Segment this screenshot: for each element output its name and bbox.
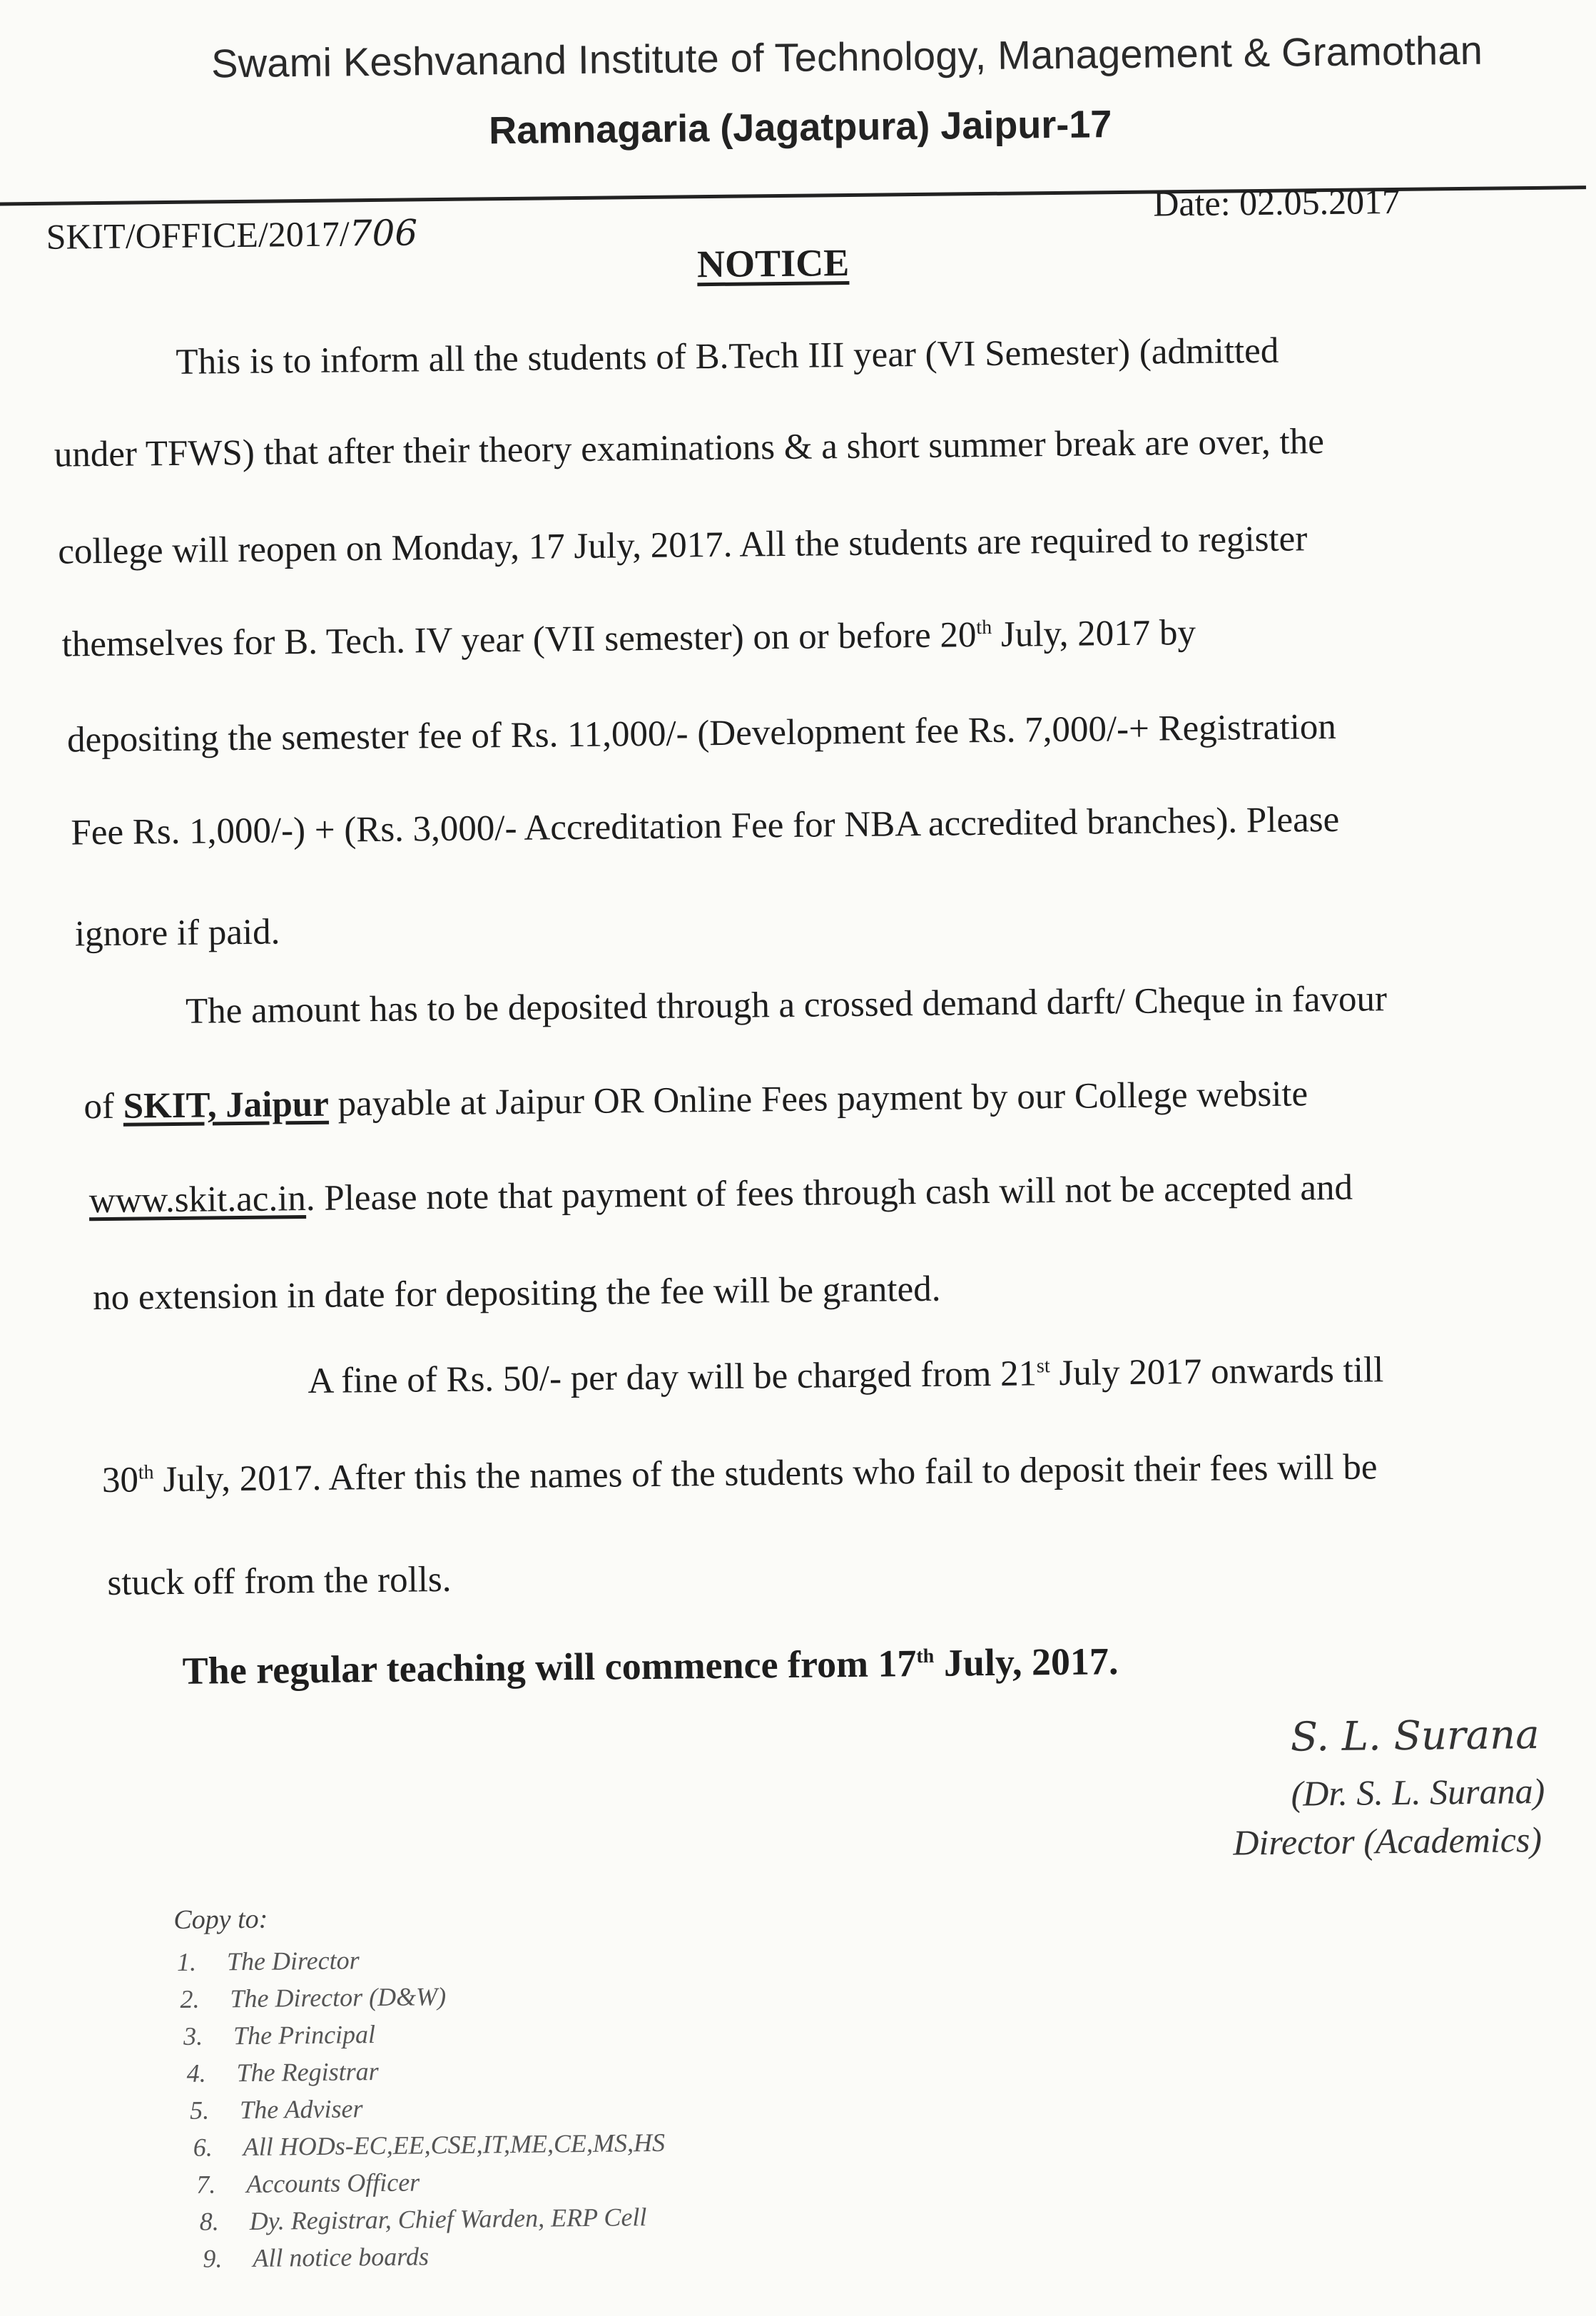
copy-to-item-number: 8. — [199, 2207, 220, 2236]
para1-line2-text: under TFWS) that after their theory examinations & a short summer break are over, the — [54, 422, 1325, 475]
reference-number — [46, 212, 417, 257]
copy-to-item — [183, 2019, 375, 2051]
copy-to-item — [200, 2202, 647, 2237]
copy-to-item-number: 1. — [176, 1947, 197, 1976]
para2-line1: The amount has to be deposited through a crossed demand darft/ Cheque in favour — [185, 979, 1388, 1032]
copy-to-item-number: 9. — [203, 2244, 223, 2273]
copy-to-item — [180, 1981, 446, 2014]
superscript: th — [976, 616, 992, 639]
college-website-link[interactable]: www.skit.ac.in — [88, 1179, 307, 1222]
copy-to-item-text: The Adviser — [239, 2094, 363, 2125]
institute-address: Ramnagaria (Jagatpura) Jaipur-17 — [488, 103, 1112, 153]
para2-line3 — [89, 1167, 1353, 1222]
copy-to-item-number: 6. — [193, 2133, 213, 2162]
para3-line2-start: 30 — [101, 1460, 139, 1501]
para1-line4-text: themselves for B. Tech. IV year (VII semester) on or before 20 — [61, 615, 977, 665]
skit-jaipur-payee: SKIT, Jaipur — [123, 1084, 330, 1127]
copy-to-item-text: The Director — [226, 1946, 360, 1976]
para3-line1-tail: July 2017 onwards till — [1049, 1350, 1384, 1394]
copy-to-item-text: All notice boards — [253, 2242, 430, 2272]
para2-line4: no extension in date for depositing the fee will be granted. — [92, 1269, 941, 1319]
copy-to-item-text: The Registrar — [236, 2057, 379, 2088]
para1-line4-tail: July, 2017 by — [991, 612, 1196, 655]
copy-to-item-text: The Director (D&W) — [230, 1982, 447, 2013]
closing-tail: July, 2017. — [934, 1640, 1119, 1685]
para1-line4 — [61, 609, 1524, 665]
copy-to-item — [193, 2128, 665, 2163]
para3-line1 — [307, 1349, 1383, 1402]
copy-to-item-text: Dy. Registrar, Chief Warden, ERP Cell — [249, 2203, 647, 2235]
copy-to-item — [196, 2167, 420, 2199]
copy-to-item-number: 5. — [189, 2096, 210, 2125]
copy-to-item-number: 7. — [196, 2170, 216, 2199]
para3-line1-text: A fine of Rs. 50/- per day will be charged from 21 — [307, 1353, 1037, 1402]
para1-line3 — [58, 516, 1520, 572]
notice-title: NOTICE — [696, 240, 850, 286]
copy-to-heading: Copy to: — [173, 1904, 268, 1936]
para1-line1-text: This is to inform all the students of B.Tech III year (VI Semester) (admitted — [176, 330, 1279, 382]
copy-to-item — [177, 1945, 360, 1977]
para3-line3: stuck off from the rolls. — [107, 1559, 452, 1603]
para2-line2 — [83, 1073, 1308, 1127]
para2-line2-end: payable at Jaipur OR Online Fees payment by our College website — [328, 1074, 1308, 1124]
para3-line2-text: July, 2017. After this the names of the students who fail to deposit their fees will be — [153, 1447, 1378, 1500]
para3-line2 — [102, 1446, 1378, 1501]
para1-line6: Fee Rs. 1,000/-) + (Rs. 3,000/- Accreditation Fee for NBA accredited branches). Please — [71, 799, 1340, 853]
copy-to-item — [203, 2241, 429, 2273]
copy-to-item-text: Accounts Officer — [246, 2168, 420, 2198]
para1-line2 — [54, 419, 1517, 475]
copy-to-item — [190, 2093, 363, 2125]
para2-line2-start: of — [83, 1086, 123, 1127]
institute-name: Swami Keshvanand Institute of Technology, Management & Gramothan — [210, 27, 1483, 86]
closing-text: The regular teaching will commence from 17 — [182, 1642, 917, 1692]
para1-line7: ignore if paid. — [74, 912, 280, 955]
superscript: th — [138, 1461, 154, 1484]
signatory-designation: Director (Academics) — [1233, 1819, 1542, 1863]
copy-to-item — [186, 2056, 378, 2088]
notice-date: Date: 02.05.2017 — [1152, 181, 1401, 224]
copy-to-item-text: The Principal — [233, 2020, 376, 2051]
handwritten-signature: S. L. Surana — [1290, 1711, 1540, 1761]
para1-line3-text: college will reopen on Monday, 17 July, 2017. All the students are required to register — [57, 519, 1308, 572]
copy-to-item-number: 2. — [180, 1984, 200, 2013]
reference-handwritten: 706 — [349, 212, 418, 255]
para1-line5: depositing the semester fee of Rs. 11,000/- (Development fee Rs. 7,000/-+ Registration — [66, 706, 1337, 761]
superscript: th — [916, 1645, 935, 1668]
para2-line3-end: . Please note that payment of fees through cash will not be accepted and — [305, 1167, 1353, 1219]
reference-printed: SKIT/OFFICE/2017/ — [46, 213, 350, 257]
signatory-name: (Dr. S. L. Surana) — [1291, 1770, 1545, 1814]
para1-line1 — [176, 327, 1510, 383]
copy-to-item-number: 4. — [186, 2058, 206, 2088]
copy-to-item-text: All HODs-EC,EE,CSE,IT,ME,CE,MS,HS — [243, 2128, 666, 2162]
superscript: st — [1036, 1355, 1050, 1378]
closing-statement — [182, 1639, 1118, 1693]
copy-to-item-number: 3. — [183, 2021, 203, 2051]
